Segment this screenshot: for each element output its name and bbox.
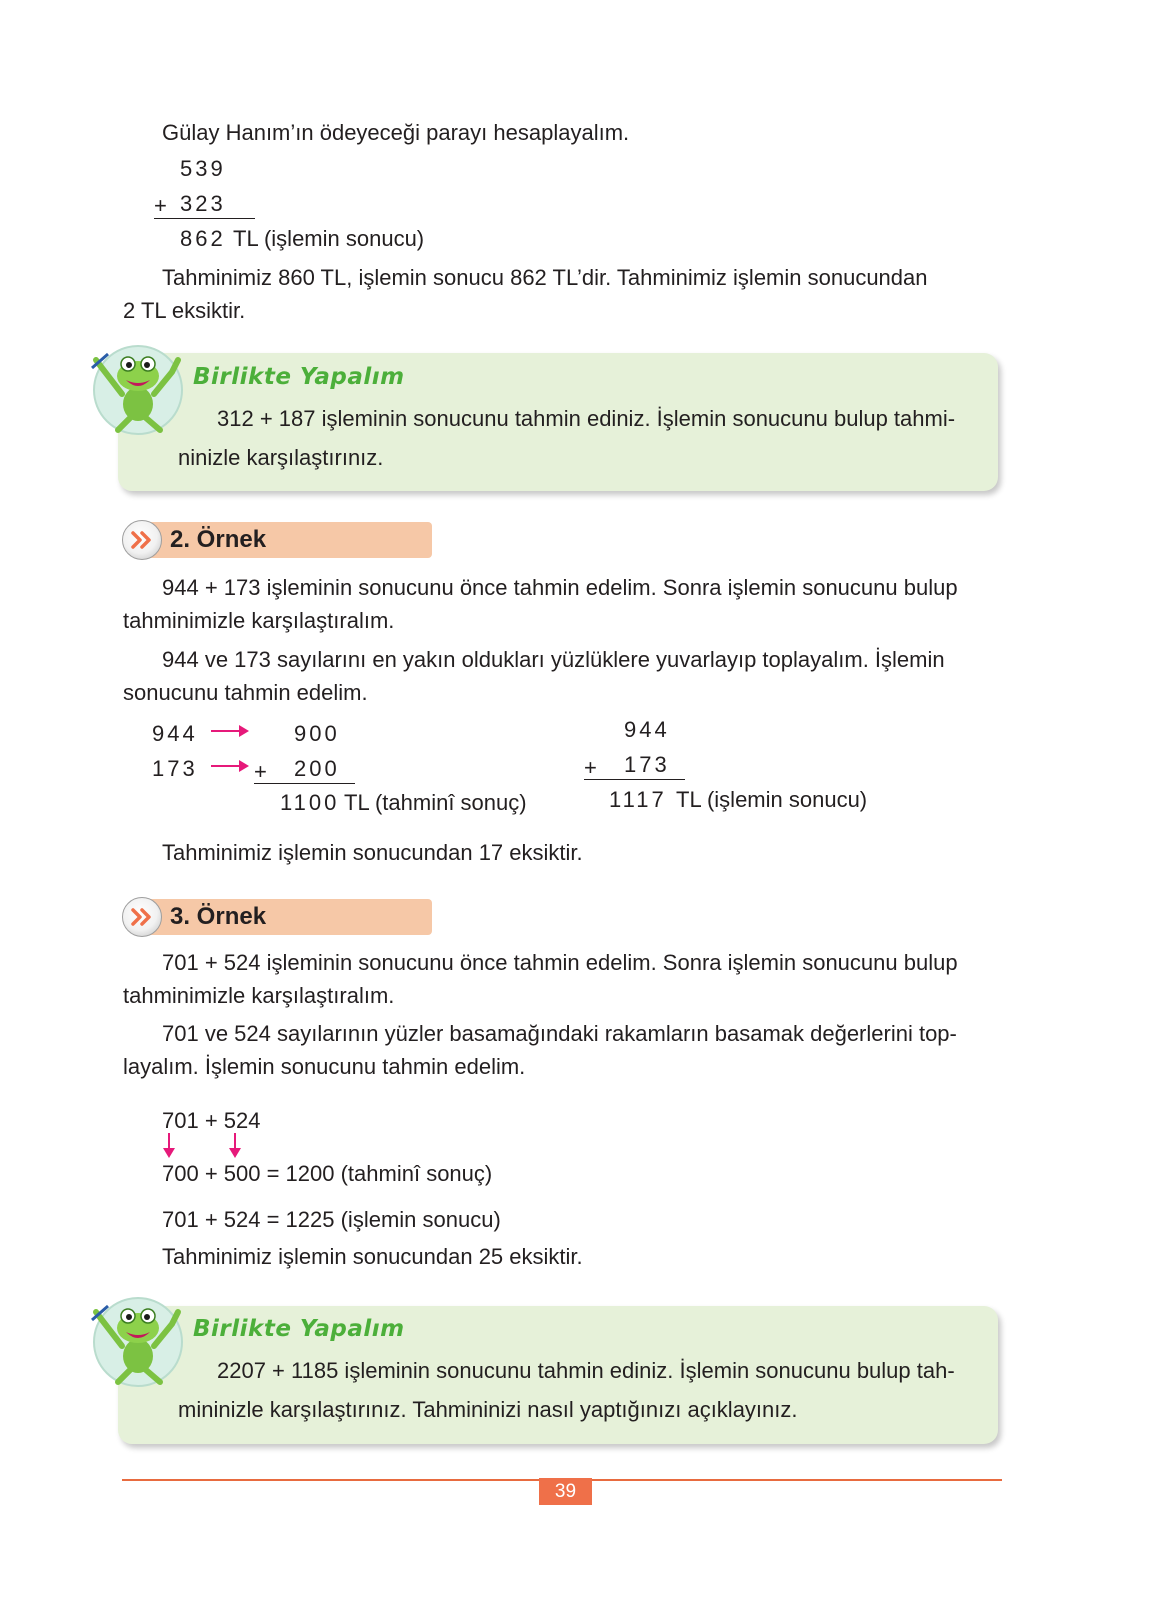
- example-2-p1-line-1: 944 + 173 işleminin sonucunu önce tahmin edelim. Sonra işlemin sonucunu bulup: [162, 575, 958, 600]
- frog-mascot-icon: [88, 338, 188, 438]
- footer-rule-left: [122, 1479, 539, 1481]
- exact-plus-sign: +: [584, 755, 597, 780]
- add-plus-sign: +: [154, 193, 167, 218]
- round-number-a: 944: [152, 721, 198, 746]
- example-3-p2-line-1: 701 ve 524 sayılarının yüzler basamağındaki rakamların basamak değerlerini top-: [162, 1021, 957, 1046]
- example-3-estimate: 700 + 500 = 1200 (tahminî sonuç): [162, 1161, 493, 1186]
- together-title-2: Birlikte Yapalım: [193, 1316, 405, 1342]
- add-underline: [154, 218, 255, 219]
- example-2-p2-line-1: 944 ve 173 sayılarını en yakın oldukları yüzlüklere yuvarlayıp toplayalım. İşlemin: [162, 647, 945, 672]
- add-result-note: TL (işlemin sonucu): [233, 226, 425, 251]
- rounded-number-b: 200: [294, 756, 340, 781]
- example-3-exact: 701 + 524 = 1225 (işlemin sonucu): [162, 1207, 501, 1232]
- example-2-conclusion: Tahminimiz işlemin sonucundan 17 eksiktir.: [162, 840, 583, 865]
- example-2-p2-line-2: sonucunu tahmin edelim.: [123, 680, 368, 705]
- together-1-line-1: 312 + 187 işleminin sonucunu tahmin ediniz. İşlemin sonucunu bulup tahmi-: [217, 406, 956, 431]
- together-1-line-2: ninizle karşılaştırınız.: [178, 445, 384, 470]
- add-bottom-number: 323: [180, 191, 226, 216]
- example-3-p2-line-2: layalım. İşlemin sonucunu tahmin edelim.: [123, 1054, 526, 1079]
- arrow-right-icon: [209, 723, 251, 739]
- page-number: 39: [539, 1478, 592, 1505]
- double-chevron-icon: [122, 897, 162, 937]
- example-2-header: [122, 522, 432, 558]
- round-underline: [254, 783, 355, 784]
- exact-sum: 1117: [609, 787, 667, 812]
- arrow-down-icon: [161, 1131, 177, 1159]
- footer-rule-right: [592, 1479, 1002, 1481]
- rounded-number-a: 900: [294, 721, 340, 746]
- together-2-line-2: mininizle karşılaştırınız. Tahmininizi nasıl yaptığınızı açıklayınız.: [178, 1397, 798, 1422]
- double-chevron-icon: [122, 520, 162, 560]
- together-title-1: Birlikte Yapalım: [193, 364, 405, 390]
- compare-line-1: Tahminimiz 860 TL, işlemin sonucu 862 TL’dir. Tahminimiz işlemin sonucundan: [162, 265, 928, 290]
- arrow-right-icon: [209, 758, 251, 774]
- add-result: 862: [180, 226, 226, 251]
- exact-underline: [584, 779, 685, 780]
- example-3-header: [122, 899, 432, 935]
- round-number-b: 173: [152, 756, 198, 781]
- round-plus-sign: +: [254, 759, 267, 784]
- exact-sum-note: TL (işlemin sonucu): [676, 787, 868, 812]
- example-3-conclusion: Tahminimiz işlemin sonucundan 25 eksiktir.: [162, 1244, 583, 1269]
- frog-mascot-icon: [88, 1290, 188, 1390]
- exact-top-number: 944: [624, 717, 670, 742]
- round-sum: 1100: [280, 790, 340, 815]
- exact-bottom-number: 173: [624, 752, 670, 777]
- intro-sentence: Gülay Hanım’ın ödeyeceği parayı hesaplayalım.: [162, 120, 630, 145]
- compare-line-2: 2 TL eksiktir.: [123, 298, 246, 323]
- example-3-p1-line-2: tahminimizle karşılaştıralım.: [123, 983, 395, 1008]
- together-2-line-1: 2207 + 1185 işleminin sonucunu tahmin ediniz. İşlemin sonucunu bulup tah-: [217, 1358, 955, 1383]
- add-top-number: 539: [180, 156, 226, 181]
- example-2-p1-line-2: tahminimizle karşılaştıralım.: [123, 608, 395, 633]
- example-3-label: 3. Örnek: [170, 903, 267, 930]
- round-sum-note: TL (tahminî sonuç): [344, 790, 527, 815]
- example-2-label: 2. Örnek: [170, 526, 267, 553]
- example-3-expression: 701 + 524: [162, 1108, 261, 1133]
- arrow-down-icon: [227, 1131, 243, 1159]
- example-3-p1-line-1: 701 + 524 işleminin sonucunu önce tahmin edelim. Sonra işlemin sonucunu bulup: [162, 950, 958, 975]
